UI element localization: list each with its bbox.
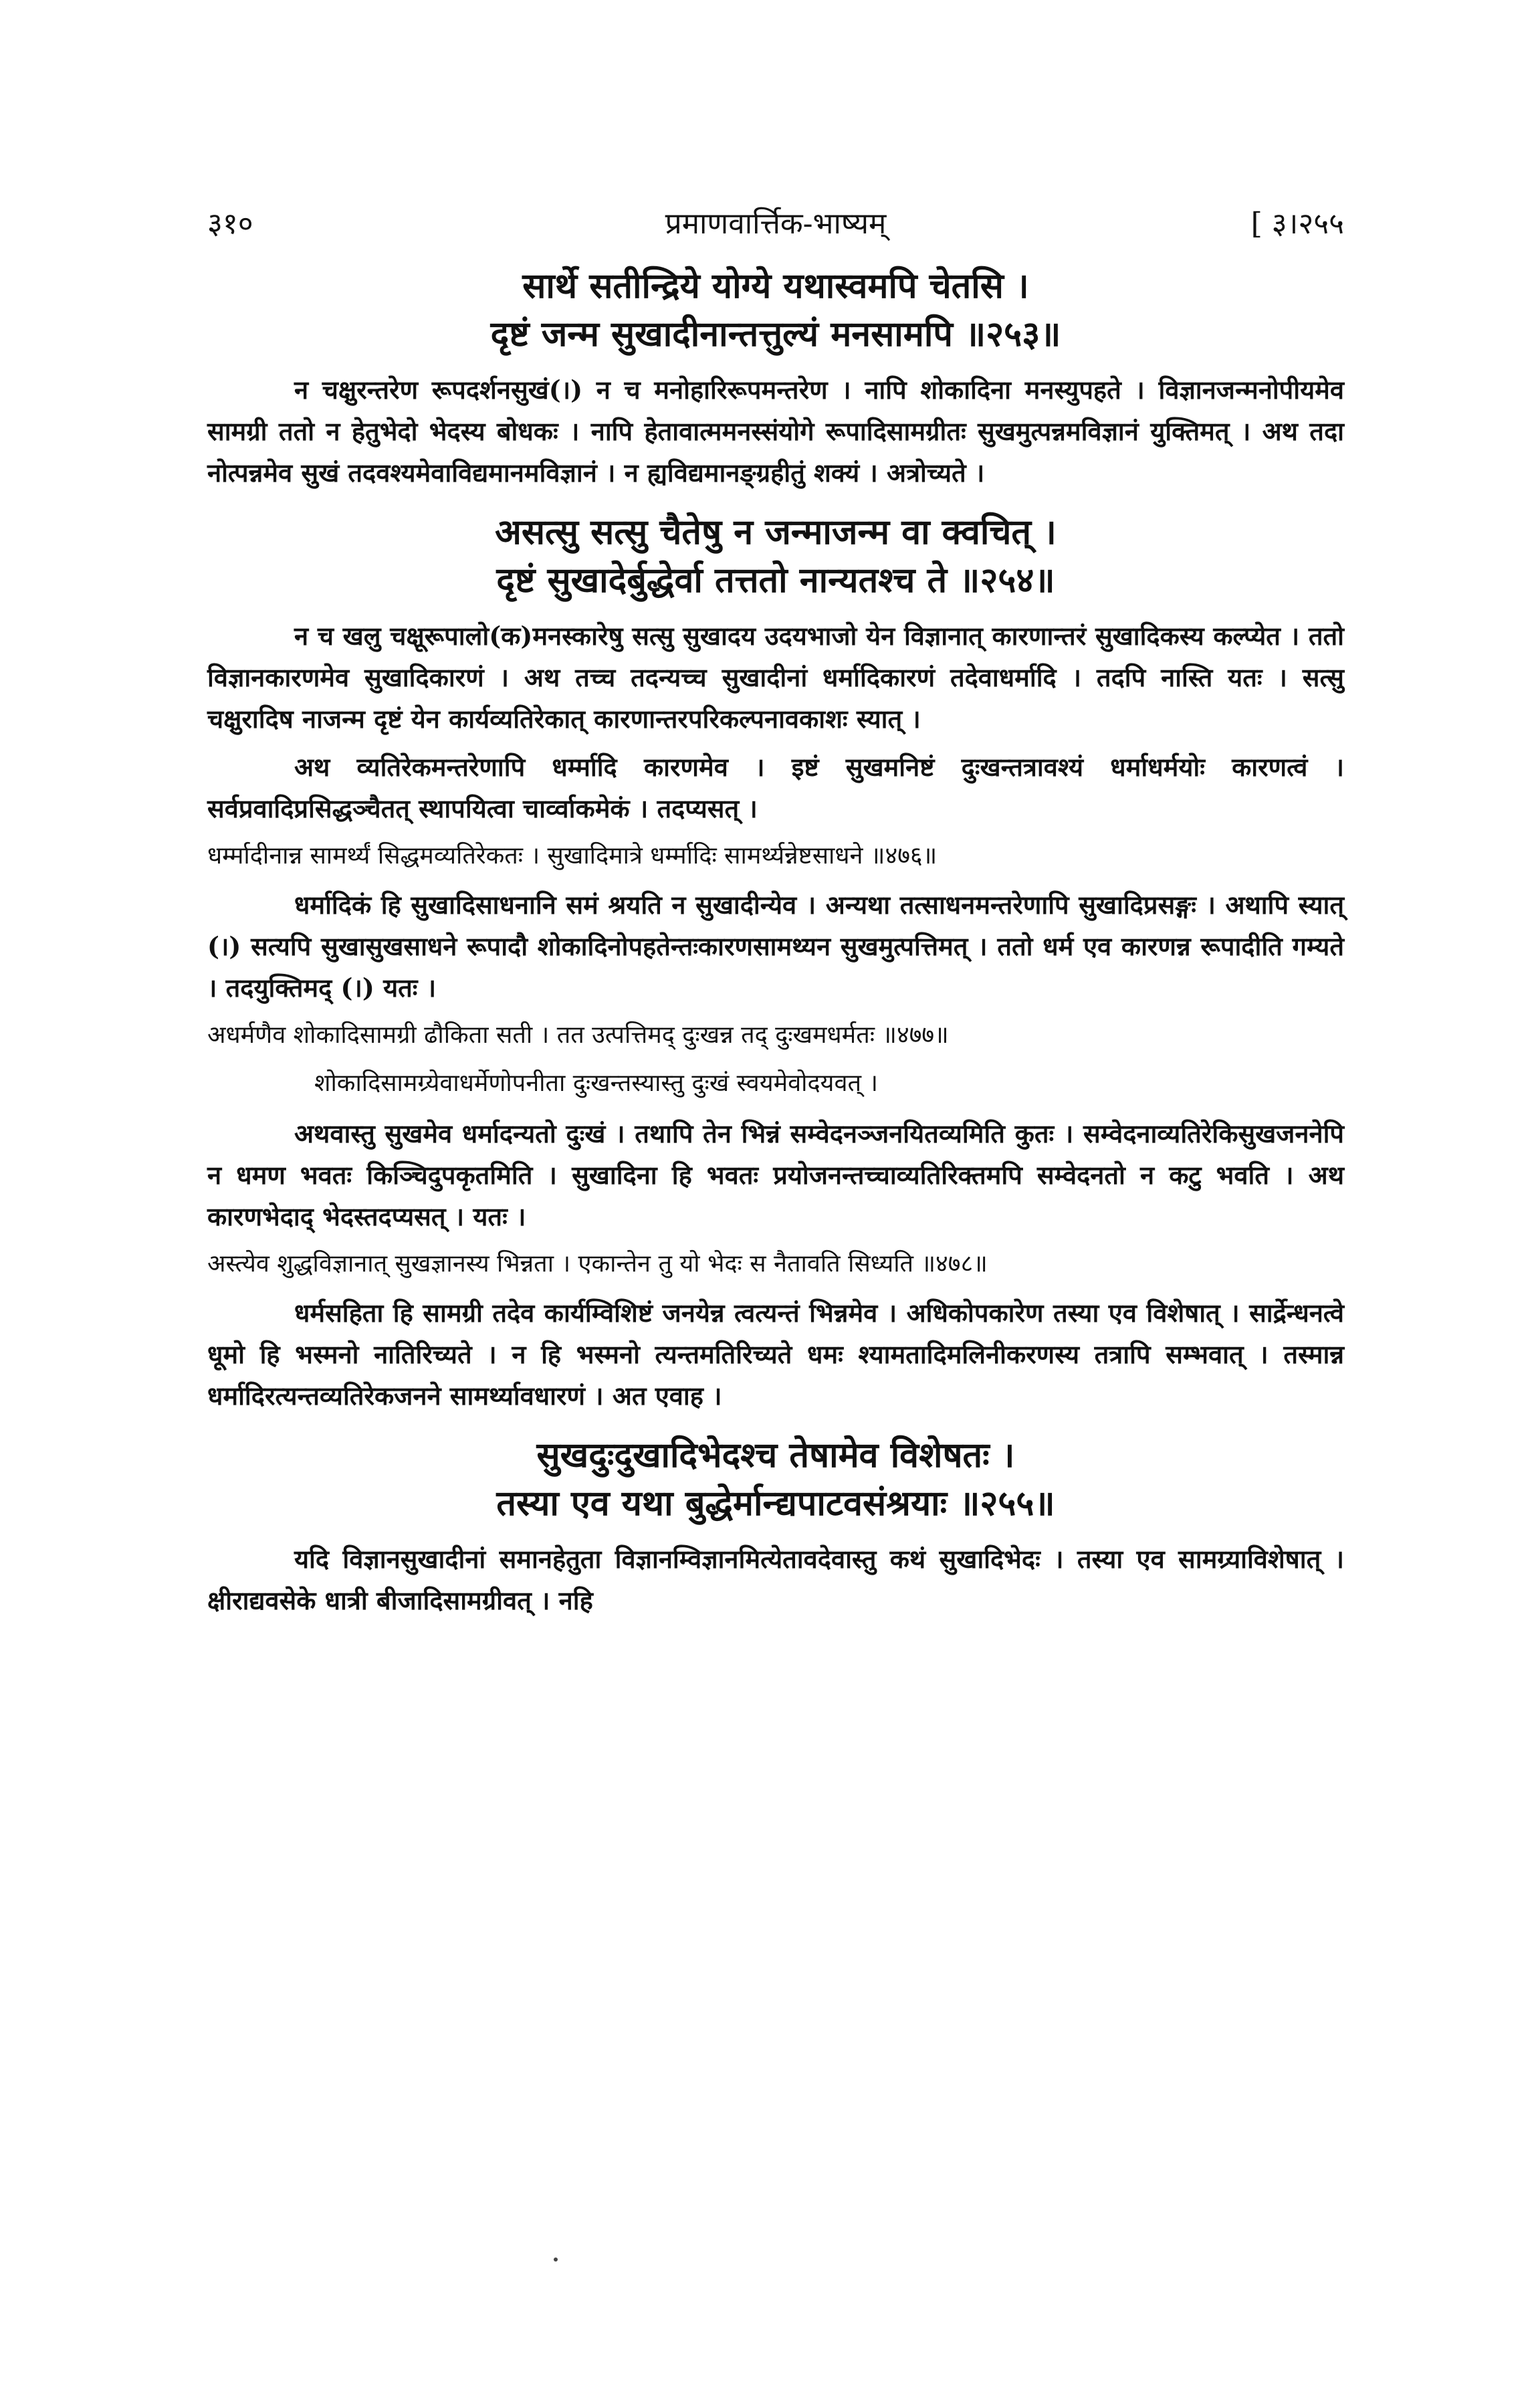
running-header [207, 201, 1344, 247]
verse-line: सुखदुःदुखादिभेदश्च तेषामेव विशेषतः । [536, 1435, 1015, 1476]
verse-line: दृष्टं जन्म सुखादीनान्तत्तुल्यं मनसामपि ॥२५३॥ [490, 314, 1061, 355]
verse-254 [207, 508, 1344, 605]
commentary-paragraph: धर्मादिकं हि सुखादिसाधनानि समं श्रयति न सुखादीन्येव । अन्यथा तत्साधनमन्तरेणापि सुखादिप्रसङ्गः । अथापि स्यात् (।) सत्यपि सुखासुखसाधने रूपादौ शोकादिनोपहतेन्तःकारणसामथ्यन सुखमुत्पत्तिमत् । ततो धर्म एव कारणन्न रूपादीति गम्यते । तदयुक्तिमद् (।) यतः । [207, 890, 1344, 1003]
gloss-verse-476: धर्म्मादीनान्न सामर्थ्यं सिद्धमव्यतिरेकतः । सुखादिमात्रे धर्म्मादिः सामर्थ्यन्नेष्टसाधने ॥४७६॥ [207, 842, 938, 870]
verse-253 [207, 262, 1344, 359]
verse-line: सार्थे सतीन्द्रिये योग्ये यथास्वमपि चेतसि । [522, 266, 1029, 306]
gloss-verse-477: अधर्मणैव शोकादिसामग्री ढौकिता सती । तत उत्पत्तिमद् दुःखन्न तद् दुःखमधर्मतः ॥४७७॥ [207, 1021, 949, 1049]
verse-line: दृष्टं सुखादेर्बुद्धेर्वा तत्ततो नान्यतश्च ते ॥२५४॥ [496, 560, 1055, 601]
commentary-paragraph: न च खलु चक्षूरूपालो(क)मनस्कारेषु सत्सु सुखादय उदयभाजो येन विज्ञानात् कारणान्तरं सुखादिकस्य कल्प्येत । ततो विज्ञानकारणमेव सुखादिकारणं । अथ तच्च तदन्यच्च सुखादीनां धर्मादिकारणं तदेवाधर्मादि । तदपि नास्ति यतः । सत्सु चक्षुरादिष नाजन्म दृष्टं येन कार्यव्यतिरेकात् कारणान्तरपरिकल्पनावकाशः स्यात् । [207, 621, 1344, 734]
commentary-paragraph: धर्मसहिता हि सामग्री तदेव कार्यम्विशिष्टं जनयेन्न त्वत्यन्तं भिन्नमेव । अधिकोपकारेण तस्या एव विशेषात् । सार्द्रेन्धनत्वे धूमो हि भस्मनो नातिरिच्यते । न हि भस्मनो त्यन्तमतिरिच्यते धमः श्यामतादिमलिनीकरणस्य तत्रापि सम्भवात् । तस्मान्न धर्मादिरत्यन्तव्यतिरेकजनने सामर्थ्यावधारणं । अत एवाह । [207, 1298, 1344, 1411]
verse-line: असत्सु सत्सु चैतेषु न जन्माजन्म वा क्वचित् । [495, 512, 1057, 553]
page [207, 201, 1344, 1628]
verse-reference: [ ३।२५५ [1250, 207, 1344, 241]
gloss-verse-478: अस्त्येव शुद्धविज्ञानात् सुखज्ञानस्य भिन्नता । एकान्तेन तु यो भेदः स नैतावति सिध्यति ॥४७८॥ [207, 1250, 988, 1278]
commentary-paragraph: अथवास्तु सुखमेव धर्मादन्यतो दुःखं । तथापि तेन भिन्नं सम्वेदनञ्जनयितव्यमिति कुतः । सम्वेदनाव्यतिरेकिसुखजननेपि न धमण भवतः किञ्चिदुपकृतमिति । सुखादिना हि भवतः प्रयोजनन्तच्चाव्यतिरिक्तमपि सम्वेदनतो न कटु भवति । अथ कारणभेदाद् भेदस्तदप्यसत् । यतः । [207, 1118, 1344, 1231]
verse-line: तस्या एव यथा बुद्धेर्मान्द्यपाटवसंश्रयाः ॥२५५॥ [496, 1483, 1055, 1524]
verse-255 [207, 1431, 1344, 1528]
commentary-paragraph: न चक्षुरन्तरेण रूपदर्शनसुखं(।) न च मनोहारिरूपमन्तरेण । नापि शोकादिना मनस्युपहते । विज्ञानजन्मनोपीयमेव सामग्री ततो न हेतुभेदो भेदस्य बोधकः । नापि हेतावात्ममनस्संयोगे रूपादिसामग्रीतः सुखमुत्पन्नमविज्ञानं युक्तिमत् । अथ तदा नोत्पन्नमेव सुखं तदवश्यमेवाविद्यमानमविज्ञानं । न ह्यविद्यमानङ्ग्रहीतुं शक्यं । अत्रोच्यते । [207, 375, 1344, 488]
commentary-paragraph: अथ व्यतिरेकमन्तरेणापि धर्म्मादि कारणमेव । इष्टं सुखमनिष्टं दुःखन्तत्रावश्यं धर्माधर्मयोः कारणत्वं । सर्वप्रवादिप्रसिद्धञ्चैतत् स्थापयित्वा चार्व्वाकमेकं । तदप्यसत् । [207, 752, 1344, 823]
running-title: प्रमाणवार्त्तिक-भाष्यम् [665, 207, 887, 241]
print-speck [554, 2258, 558, 2262]
page-number: ३१० [207, 207, 253, 241]
gloss-explanation: शोकादिसामग्र्येवाधर्मेणोपनीता दुःखन्तस्यास्तु दुःखं स्वयमेवोदयवत् । [314, 1070, 879, 1097]
commentary-paragraph: यदि विज्ञानसुखादीनां समानहेतुता विज्ञानम्विज्ञानमित्येतावदेवास्तु कथं सुखादिभेदः । तस्या एव सामग्र्याविशेषात् । क्षीराद्यवसेके धात्री बीजादिसामग्रीवत् । नहि [207, 1544, 1344, 1615]
